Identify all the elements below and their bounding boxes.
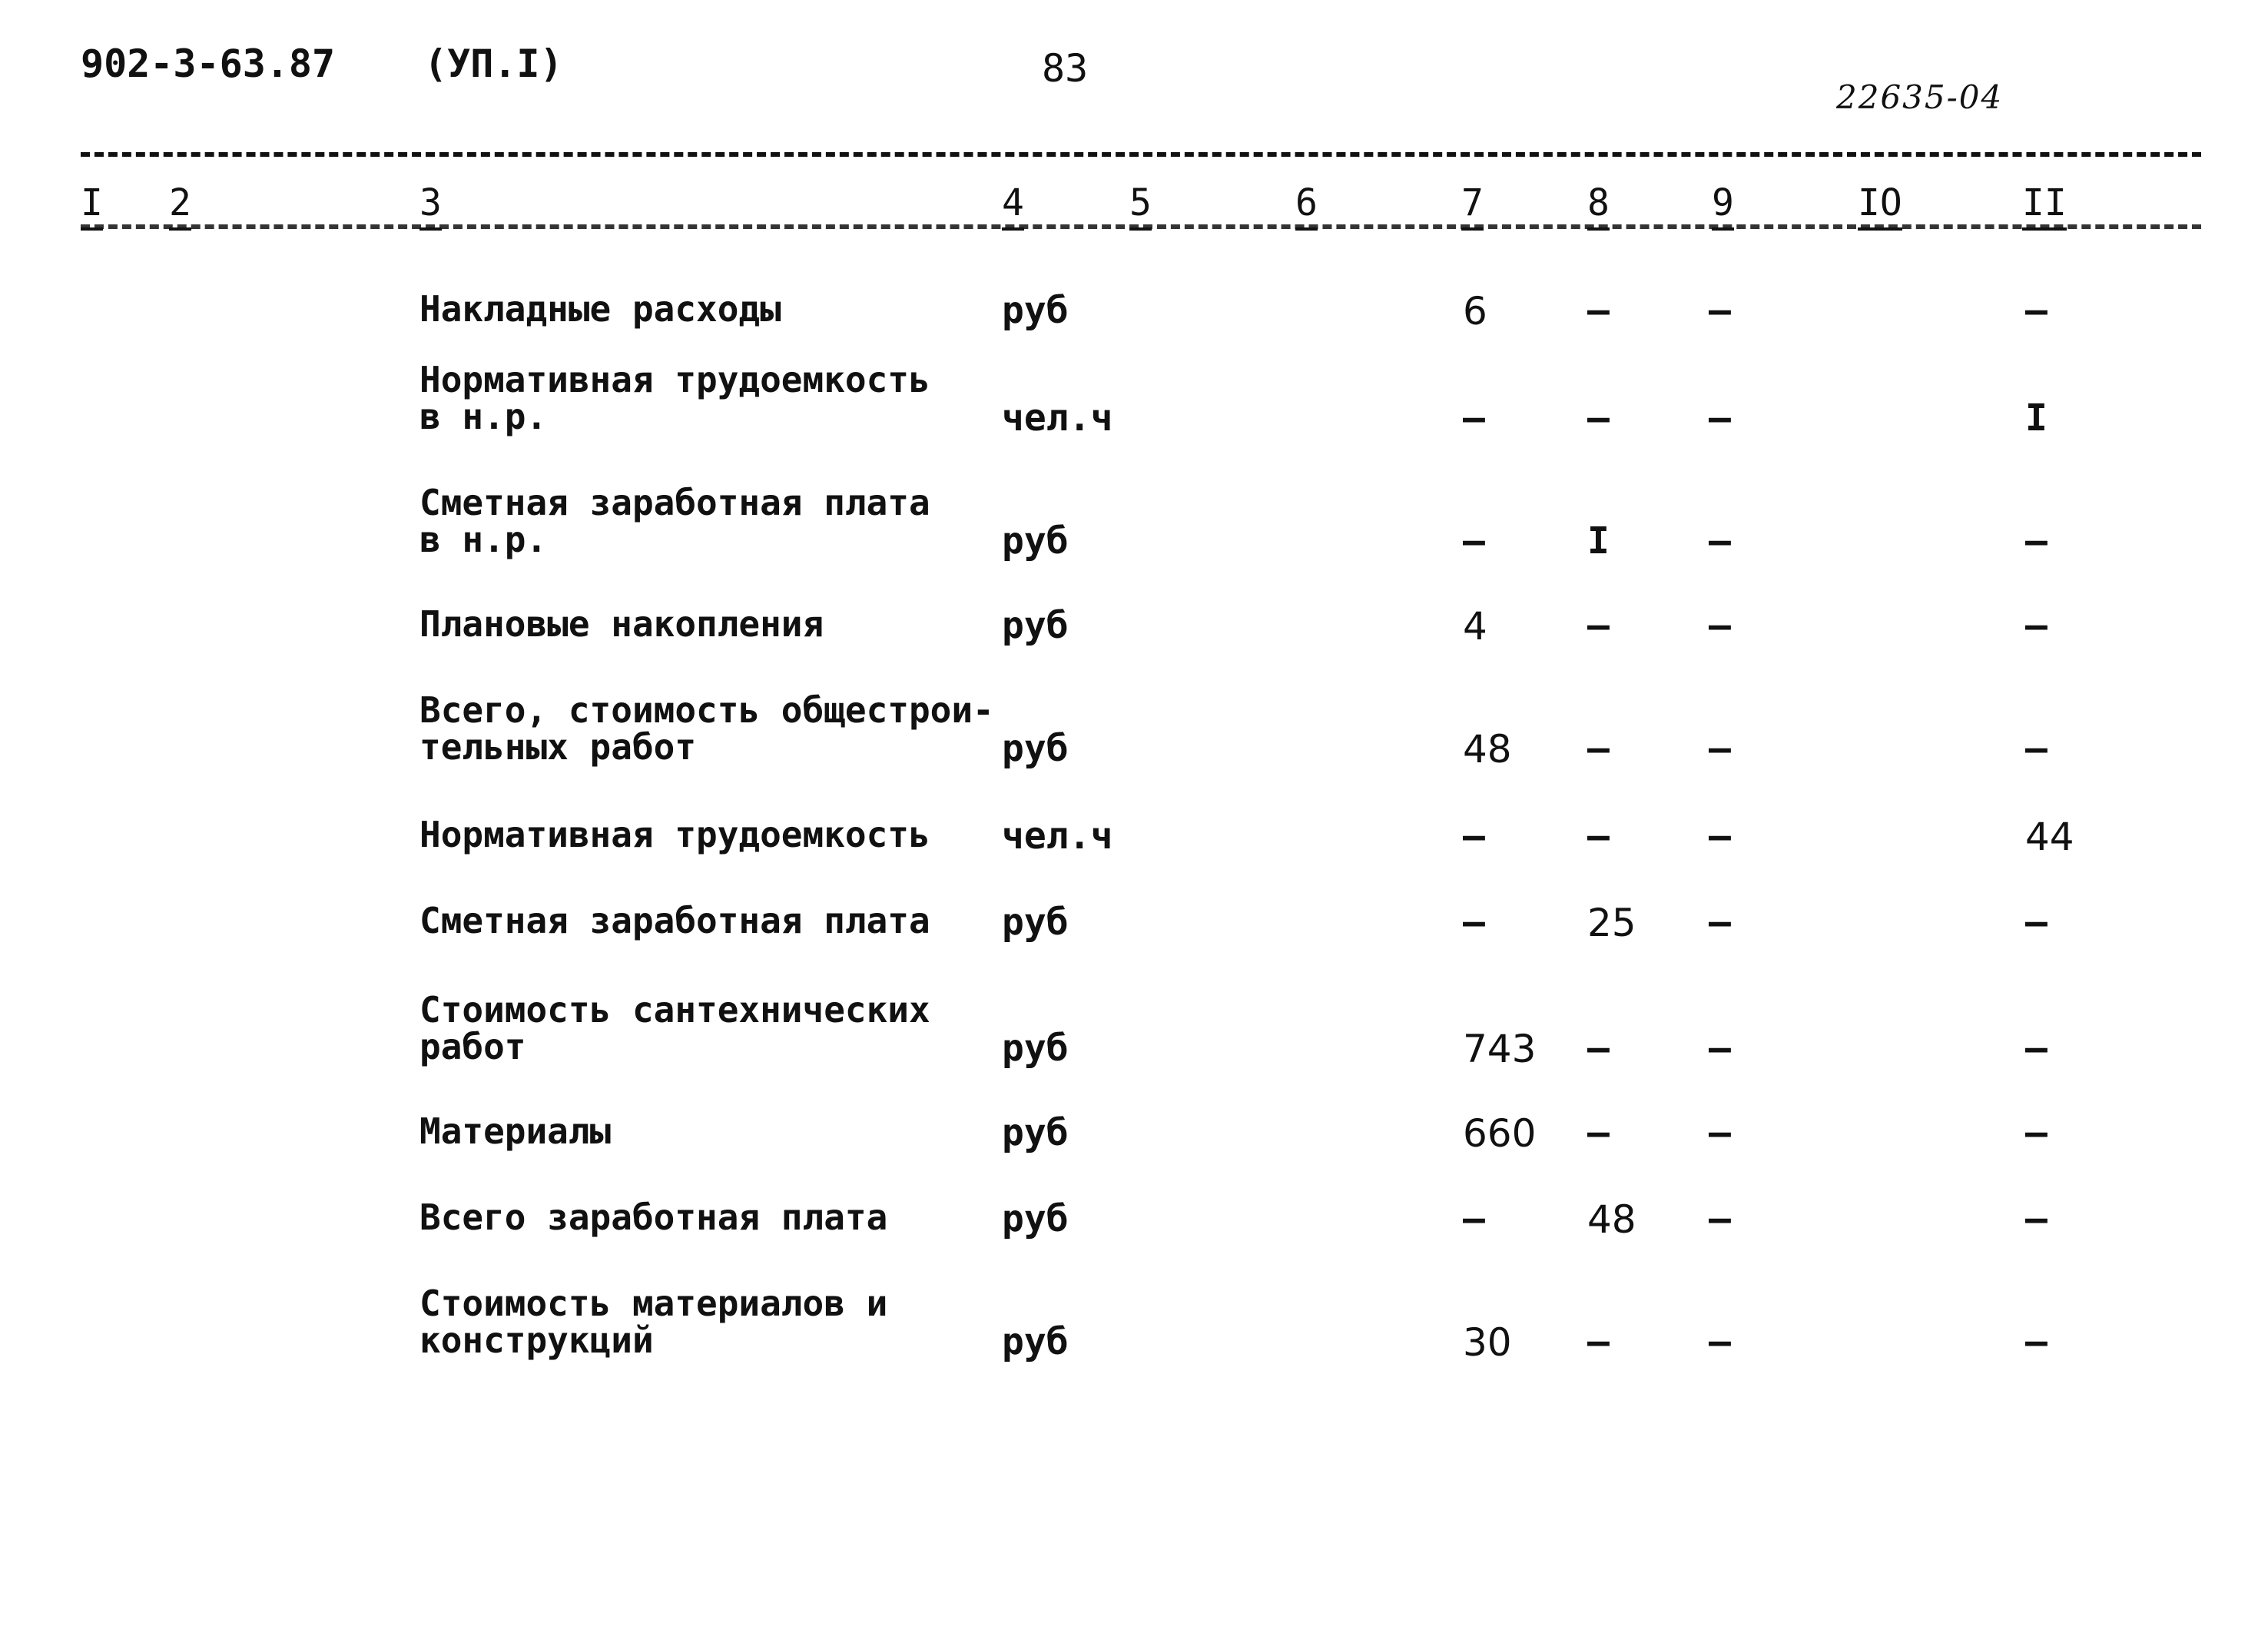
column-number: 4 xyxy=(1002,181,1024,224)
unit-cell: руб xyxy=(1002,604,1069,647)
row-label-line: Всего, стоимость общестрои- xyxy=(419,689,994,731)
row-label-line: работ xyxy=(419,1026,526,1067)
unit-cell: руб xyxy=(1002,727,1069,770)
column-8-cell: – xyxy=(1587,815,1610,858)
column-7-cell: 743 xyxy=(1463,1027,1537,1071)
unit-cell: руб xyxy=(1002,1197,1069,1240)
column-9-cell: – xyxy=(1709,397,1731,440)
row-label-line: Плановые накопления xyxy=(419,603,824,645)
column-9-cell: – xyxy=(1709,1111,1731,1154)
unit-cell: руб xyxy=(1002,1320,1069,1363)
row-label-line: Сметная заработная плата xyxy=(419,482,930,523)
row-label xyxy=(419,816,930,853)
page-number: 83 xyxy=(1042,46,1089,91)
column-8-cell: – xyxy=(1587,1111,1610,1154)
column-11-cell: 44 xyxy=(2025,815,2074,859)
column-7-cell: – xyxy=(1463,397,1485,440)
row-label xyxy=(419,1285,887,1359)
column-number: 3 xyxy=(419,181,442,224)
row-label xyxy=(419,1110,612,1152)
unit-cell: руб xyxy=(1002,519,1069,563)
column-7-cell: 6 xyxy=(1463,289,1487,334)
column-number: IO xyxy=(1858,181,1902,224)
column-9-cell: – xyxy=(1709,604,1731,647)
column-number-dashed-rule xyxy=(81,224,2201,229)
row-label-line: Всего заработная плата xyxy=(419,1197,888,1238)
unit-cell: руб xyxy=(1002,901,1069,944)
row-label-line: в н.р. xyxy=(419,519,548,560)
column-8-cell: – xyxy=(1587,604,1610,647)
column-7-cell: 30 xyxy=(1463,1320,1512,1365)
column-9-cell: – xyxy=(1709,727,1731,770)
column-11-cell: – xyxy=(2025,1320,2048,1363)
column-11-cell: – xyxy=(2025,1111,2048,1154)
column-7-cell: 660 xyxy=(1463,1111,1537,1156)
column-8-cell: – xyxy=(1587,397,1610,440)
unit-cell: чел.ч xyxy=(1002,397,1113,440)
column-11-cell: – xyxy=(2025,1197,2048,1240)
top-dashed-rule xyxy=(81,152,2201,157)
section-mark: (УП.I) xyxy=(424,41,563,86)
column-8-cell: – xyxy=(1587,289,1610,332)
column-number: 6 xyxy=(1295,181,1318,224)
row-label xyxy=(419,603,824,645)
column-9-cell: – xyxy=(1709,1027,1731,1070)
unit-cell: руб xyxy=(1002,1027,1069,1070)
column-8-cell: – xyxy=(1587,1320,1610,1363)
column-7-cell: – xyxy=(1463,519,1485,563)
column-11-cell: – xyxy=(2025,519,2048,563)
column-11-cell: – xyxy=(2025,901,2048,944)
row-label-line: Нормативная трудоемкость xyxy=(419,814,930,855)
unit-cell: руб xyxy=(1002,289,1069,332)
column-9-cell: – xyxy=(1709,815,1731,858)
column-number: 5 xyxy=(1129,181,1152,224)
unit-cell: чел.ч xyxy=(1002,815,1113,858)
column-number: 7 xyxy=(1461,181,1484,224)
column-9-cell: – xyxy=(1709,289,1731,332)
unit-cell: руб xyxy=(1002,1111,1069,1154)
column-11-cell: I xyxy=(2025,397,2048,440)
column-8-cell: – xyxy=(1587,727,1610,770)
row-label-line: конструкций xyxy=(419,1319,654,1361)
column-8-cell: 25 xyxy=(1587,901,1636,945)
column-9-cell: – xyxy=(1709,901,1731,944)
row-label xyxy=(419,1199,887,1236)
column-7-cell: – xyxy=(1463,815,1485,858)
column-11-cell: – xyxy=(2025,727,2048,770)
column-number: II xyxy=(2022,181,2067,224)
row-label xyxy=(419,361,930,435)
row-label-line: Материалы xyxy=(419,1110,612,1152)
column-number: I xyxy=(81,181,103,224)
column-7-cell: – xyxy=(1463,1197,1485,1240)
row-label-line: Стоимость материалов и xyxy=(419,1283,888,1324)
row-label xyxy=(419,689,994,768)
row-label xyxy=(419,288,781,330)
column-number: 9 xyxy=(1712,181,1734,224)
row-label-line: тельных работ xyxy=(419,726,697,768)
row-label-line: в н.р. xyxy=(419,396,548,437)
column-9-cell: – xyxy=(1709,519,1731,563)
column-number: 8 xyxy=(1587,181,1610,224)
document-code: 902-3-63.87 xyxy=(81,41,336,86)
column-7-cell: 4 xyxy=(1463,604,1487,649)
handwritten-stamp: 22635-04 xyxy=(1836,78,2004,116)
column-11-cell: – xyxy=(2025,1027,2048,1070)
column-8-cell: 48 xyxy=(1587,1197,1636,1242)
row-label-line: Нормативная трудоемкость xyxy=(419,359,930,400)
column-9-cell: – xyxy=(1709,1197,1731,1240)
column-11-cell: – xyxy=(2025,289,2048,332)
row-label xyxy=(419,991,930,1065)
column-number: 2 xyxy=(169,181,191,224)
column-7-cell: 48 xyxy=(1463,727,1512,772)
column-7-cell: – xyxy=(1463,901,1485,944)
row-label xyxy=(419,484,930,558)
row-label-line: Стоимость сантехнических xyxy=(419,989,930,1031)
column-9-cell: – xyxy=(1709,1320,1731,1363)
row-label xyxy=(419,902,930,939)
column-8-cell: I xyxy=(1587,519,1610,563)
row-label-line: Сметная заработная плата xyxy=(419,900,930,941)
column-11-cell: – xyxy=(2025,604,2048,647)
column-8-cell: – xyxy=(1587,1027,1610,1070)
row-label-line: Накладные расходы xyxy=(419,288,781,330)
